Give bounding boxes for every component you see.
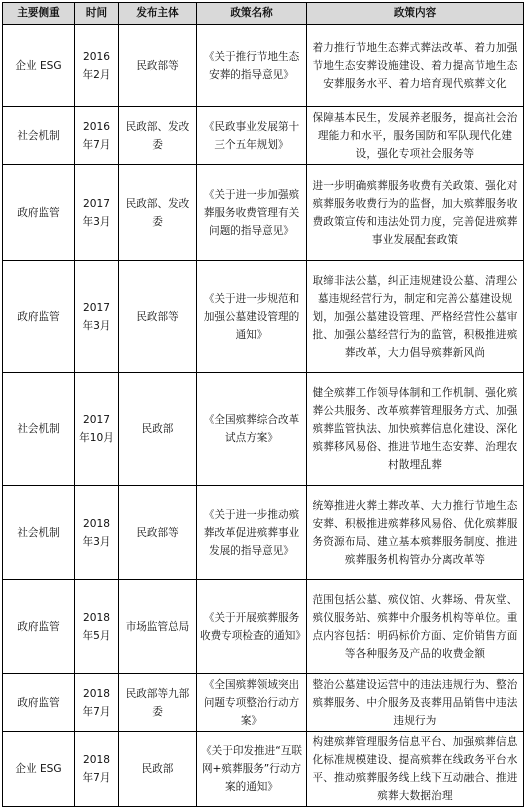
cell-issuer: 民政部等九部委: [119, 674, 197, 732]
header-policy-name: 政策名称: [197, 3, 307, 25]
cell-time: 2018年7月: [75, 732, 119, 807]
table-row: [3, 674, 524, 732]
header-focus: 主要侧重: [3, 3, 75, 25]
header-policy-content: 政策内容: [307, 3, 524, 25]
cell-policy-name: 《关于印发推进“互联网+殡葬服务”行动方案的通知》: [197, 732, 307, 807]
cell-focus: 政府监管: [3, 580, 75, 674]
cell-time: 2017年10月: [75, 373, 119, 486]
cell-policy-content: 健全殡葬工作领导体制和工作机制、强化殡葬公共服务、改革殡葬管理服务方式、加强殡葬监管执法、加快殡葬信息化建设、深化殡葬移风易俗、推进节地生态安葬、治理农村散埋乱葬: [307, 373, 524, 486]
cell-time: 2018年3月: [75, 486, 119, 580]
cell-policy-content: 着力推行节地生态葬式葬法改革、着力加强节地生态安葬设施建设、着力提高节地生态安葬服务水平、着力培育现代殡葬文化: [307, 25, 524, 107]
table-row: [3, 165, 524, 261]
cell-policy-content: 取缔非法公墓，纠正违规建设公墓、清理公墓违规经营行为，制定和完善公墓建设规划，加强公墓建设管理、严格经营性公墓审批、加强公墓经营行为的监管，积极推进殡葬改革，大力倡导殡葬新风尚: [307, 261, 524, 373]
header-issuer: 发布主体: [119, 3, 197, 25]
cell-policy-content: 保障基本民生，发展养老服务，提高社会治理能力和水平，服务国防和军队现代化建设，强化专项社会服务等: [307, 107, 524, 165]
cell-focus: 社会机制: [3, 373, 75, 486]
cell-focus: 政府监管: [3, 261, 75, 373]
cell-policy-content: 构建殡葬管理服务信息平台、加强殡葬信息化标准规模建设、提高殡葬在线政务平台水平、推动殡葬服务线上线下互动融合、推进殡葬大数据治理: [307, 732, 524, 807]
cell-focus: 企业 ESG: [3, 732, 75, 807]
cell-issuer: 市场监管总局: [119, 580, 197, 674]
cell-focus: 政府监管: [3, 674, 75, 732]
table-row: [3, 486, 524, 580]
cell-issuer: 民政部等: [119, 25, 197, 107]
cell-issuer: 民政部: [119, 732, 197, 807]
cell-policy-content: 进一步明确殡葬服务收费有关政策、强化对殡葬服务收费行为的监督，加大殡葬服务收费政策宣传和违法处罚力度，完善促进殡葬事业发展配套政策: [307, 165, 524, 261]
cell-policy-name: 《关于进一步规范和加强公墓建设管理的通知》: [197, 261, 307, 373]
cell-issuer: 民政部等: [119, 486, 197, 580]
cell-policy-name: 《关于进一步加强殡葬服务收费管理有关问题的指导意见》: [197, 165, 307, 261]
cell-focus: 企业 ESG: [3, 25, 75, 107]
cell-time: 2018年5月: [75, 580, 119, 674]
cell-time: 2017年3月: [75, 261, 119, 373]
cell-policy-name: 《全国殡葬领域突出问题专项整治行动方案》: [197, 674, 307, 732]
cell-policy-name: 《关于推行节地生态安葬的指导意见》: [197, 25, 307, 107]
header-row: [3, 3, 524, 25]
cell-time: 2018年7月: [75, 674, 119, 732]
table-row: [3, 107, 524, 165]
table-row: [3, 580, 524, 674]
cell-time: 2016年7月: [75, 107, 119, 165]
cell-time: 2017年3月: [75, 165, 119, 261]
cell-policy-content: 整治公墓建设运营中的违法违规行为、整治殡葬服务、中介服务及丧葬用品销售中违法违规行为: [307, 674, 524, 732]
table-row: [3, 261, 524, 373]
cell-issuer: 民政部: [119, 373, 197, 486]
cell-focus: 政府监管: [3, 165, 75, 261]
cell-issuer: 民政部、发改委: [119, 107, 197, 165]
cell-policy-content: 范围包括公墓、殡仪馆、火葬场、骨灰堂、殡仪服务站、殡葬中介服务机构等单位。重点内容包括：明码标价方面、定价销售方面等各种服务及产品的收费金额: [307, 580, 524, 674]
cell-policy-name: 《民政事业发展第十三个五年规划》: [197, 107, 307, 165]
table-row: [3, 25, 524, 107]
cell-time: 2016年2月: [75, 25, 119, 107]
cell-focus: 社会机制: [3, 107, 75, 165]
table-row: [3, 373, 524, 486]
cell-issuer: 民政部等: [119, 261, 197, 373]
policy-table: [2, 2, 524, 807]
cell-policy-name: 《全国殡葬综合改革试点方案》: [197, 373, 307, 486]
cell-issuer: 民政部、发改委: [119, 165, 197, 261]
cell-focus: 社会机制: [3, 486, 75, 580]
cell-policy-name: 《关于进一步推动殡葬改革促进殡葬事业发展的指导意见》: [197, 486, 307, 580]
cell-policy-content: 统筹推进火葬土葬改革、大力推行节地生态安葬、积极推进殡葬移风易俗、优化殡葬服务资源布局、建立基本殡葬服务制度、推进殡葬服务机构管办分离改革等: [307, 486, 524, 580]
header-time: 时间: [75, 3, 119, 25]
table-row: [3, 732, 524, 807]
cell-policy-name: 《关于开展殡葬服务收费专项检查的通知》: [197, 580, 307, 674]
